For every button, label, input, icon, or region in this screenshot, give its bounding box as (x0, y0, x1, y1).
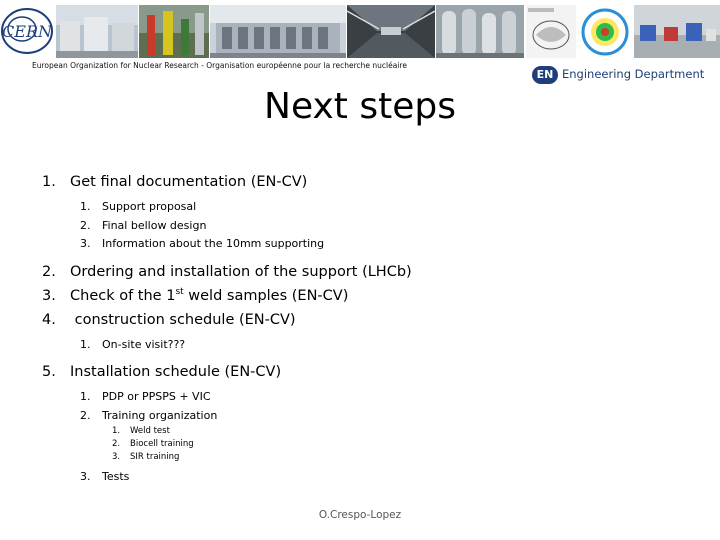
en-badge: EN (532, 66, 558, 84)
sub-list-item (42, 217, 702, 236)
photo-cooling-towers (56, 5, 138, 58)
sub-list-item (42, 336, 702, 355)
item-text: Training organization (102, 408, 218, 422)
cern-logo (0, 4, 54, 58)
item-number: 5. (42, 364, 56, 380)
photo-detector-sketch (526, 5, 576, 58)
item-number: 3. (42, 287, 56, 304)
item-text: Ordering and installation of the support (LHCb) (70, 263, 412, 280)
photo-lab (634, 5, 720, 58)
item-text: Get final documentation (EN-CV) (70, 174, 308, 190)
list-item (42, 284, 702, 308)
item-number: 1. (80, 337, 91, 351)
item-text: SIR training (130, 452, 180, 462)
engineering-department-logo (532, 66, 712, 86)
sub-list-item (42, 198, 702, 217)
photo-vessels (436, 5, 524, 58)
footer-author: O.Crespo-Lopez (318, 509, 402, 521)
sub-list-item (42, 388, 702, 407)
item-number: 2. (42, 263, 56, 280)
item-number: 2. (80, 408, 91, 422)
item-number: 1. (112, 426, 121, 436)
item-text: Biocell training (130, 439, 194, 449)
item-number: 3. (80, 237, 91, 250)
steps-list (42, 170, 702, 487)
item-number: 2. (80, 218, 91, 232)
department-name: Engineering Department (562, 67, 705, 81)
item-text: Information about the 10mm supporting (102, 237, 325, 250)
photo-event-display (578, 5, 633, 58)
item-text: Installation schedule (EN-CV) (70, 364, 282, 380)
sub-list-item (42, 407, 702, 426)
item-number: 1. (80, 200, 91, 213)
sub-list-item (42, 235, 702, 254)
item-number: 2. (112, 439, 121, 449)
item-text: On-site visit??? (102, 337, 186, 351)
item-text: construction schedule (EN-CV) (70, 311, 296, 328)
item-text-continued: weld samples (EN-CV) (183, 287, 349, 304)
item-number: 3. (80, 470, 91, 483)
item-text: PDP or PPSPS + VIC (102, 390, 211, 403)
superscript-ordinal: st (175, 286, 184, 297)
photo-tunnel (347, 5, 435, 58)
list-item (42, 308, 702, 332)
item-number: 3. (112, 452, 121, 462)
photo-pipework (139, 5, 209, 58)
list-item (42, 170, 702, 194)
header-banner (0, 0, 720, 62)
sub-sub-list-item (42, 451, 702, 464)
list-item (42, 360, 702, 384)
svg-text:CERN: CERN (2, 22, 52, 41)
item-text: Final bellow design (102, 218, 207, 232)
sub-sub-list-item (42, 425, 702, 438)
item-text: Weld test (130, 426, 170, 436)
organization-line: European Organization for Nuclear Research - Organisation européenne pour la recherche nucléaire (32, 61, 407, 70)
item-number: 1. (42, 174, 56, 190)
sub-list-item (42, 468, 702, 487)
slide-title: Next steps (264, 86, 456, 127)
item-number: 1. (80, 390, 91, 403)
photo-chillers (210, 5, 346, 58)
sub-sub-list-item (42, 438, 702, 451)
item-text: Tests (102, 470, 130, 483)
item-text: Support proposal (102, 200, 197, 213)
item-text: Check of the 1 (70, 287, 176, 304)
item-number: 4. (42, 311, 56, 328)
list-item (42, 260, 702, 284)
